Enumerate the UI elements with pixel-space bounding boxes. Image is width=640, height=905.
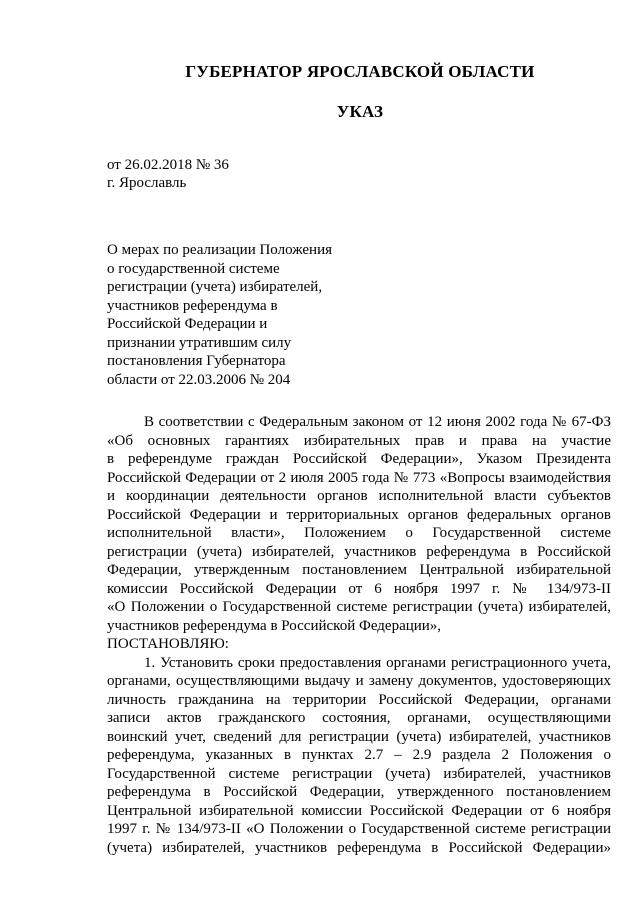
subject-line: области от 22.03.2006 № 204 — [107, 371, 291, 388]
item1-line: органами, осуществляющими выдачу и замену документов, удостоверяющих — [107, 673, 611, 689]
preamble-line: «Об основных гарантиях избирательных прав и права на участие — [107, 432, 611, 449]
item1-line: референдума в Российской Федерации, утвержденного постановлением — [107, 784, 611, 800]
preamble-line: Федерации, утвержденным постановлением Центральной избирательной — [107, 562, 611, 578]
governor-title: ГУБЕРНАТОР ЯРОСЛАВСКОЙ ОБЛАСТИ — [185, 62, 535, 81]
subject-line: Российской Федерации и — [107, 316, 268, 332]
subject-line: о государственной системе — [107, 260, 280, 277]
preamble-line: регистрации (учета) избирателей, участников референдума в Российской — [107, 543, 611, 560]
preamble-line: исполнительной власти», Положением о Государственной системе — [107, 525, 611, 541]
item1-line: записи актов гражданского состояния, органами, осуществляющими — [107, 710, 611, 726]
subject-line: участников референдума в — [107, 297, 278, 314]
item1-line: 1. Установить сроки предоставления органами регистрационного учета, — [144, 654, 611, 671]
item1-line: воинский учет, сведений для регистрации (учета) избирателей, участников — [107, 728, 611, 745]
preamble-line: В соответствии с Федеральным законом от 12 июня 2002 года № 67-ФЗ — [144, 414, 611, 430]
document-type-title: УКАЗ — [336, 102, 384, 121]
preamble-line: Российской Федерации от 2 июля 2005 года № 773 «Вопросы взаимодействия — [107, 469, 611, 486]
item1-line: 1997 г. № 134/973-II «О Положении о Государственной системе регистрации — [107, 821, 611, 837]
preamble-line: в референдуме граждан Российской Федерации», Указом Президента — [107, 451, 611, 467]
subject-line: регистрации (учета) избирателей, — [107, 279, 323, 295]
preamble-line: и координации деятельности органов исполнительной власти субъектов — [107, 488, 611, 504]
item1-line: личность гражданина на территории Российской Федерации, органами — [107, 691, 611, 708]
item1-line: (учета) избирателей, участников референдума в Российской Федерации» — [107, 839, 611, 856]
document-body — [107, 413, 611, 857]
preamble-line: комиссии Российской Федерации от 6 ноября 1997 г. № 134/973-II — [107, 580, 611, 597]
document-date-number: от 26.02.2018 № 36 — [107, 157, 229, 173]
document-city: г. Ярославль — [107, 175, 187, 191]
subject-line: постановления Губернатора — [107, 353, 286, 369]
resolve-heading: ПОСТАНОВЛЯЮ: — [107, 636, 229, 652]
item1-line: Государственной системе регистрации (учета) избирателей, участников — [107, 765, 611, 782]
subject-line: О мерах по реализации Положения — [107, 242, 332, 258]
subject-line: признании утратившим силу — [107, 334, 292, 351]
preamble-line: Российской Федерации и территориальных органов федеральных органов — [107, 506, 611, 523]
item1-line: референдума, указанных в пунктах 2.7 – 2.9 раздела 2 Положения о — [107, 747, 611, 763]
item1-line: Центральной избирательной комиссии Российской Федерации от 6 ноября — [107, 802, 611, 819]
preamble-line: участников референдума в Российской Федерации», — [107, 617, 442, 634]
document-subject — [107, 241, 407, 389]
preamble-line: «О Положении о Государственной системе регистрации (учета) избирателей, — [107, 599, 611, 615]
